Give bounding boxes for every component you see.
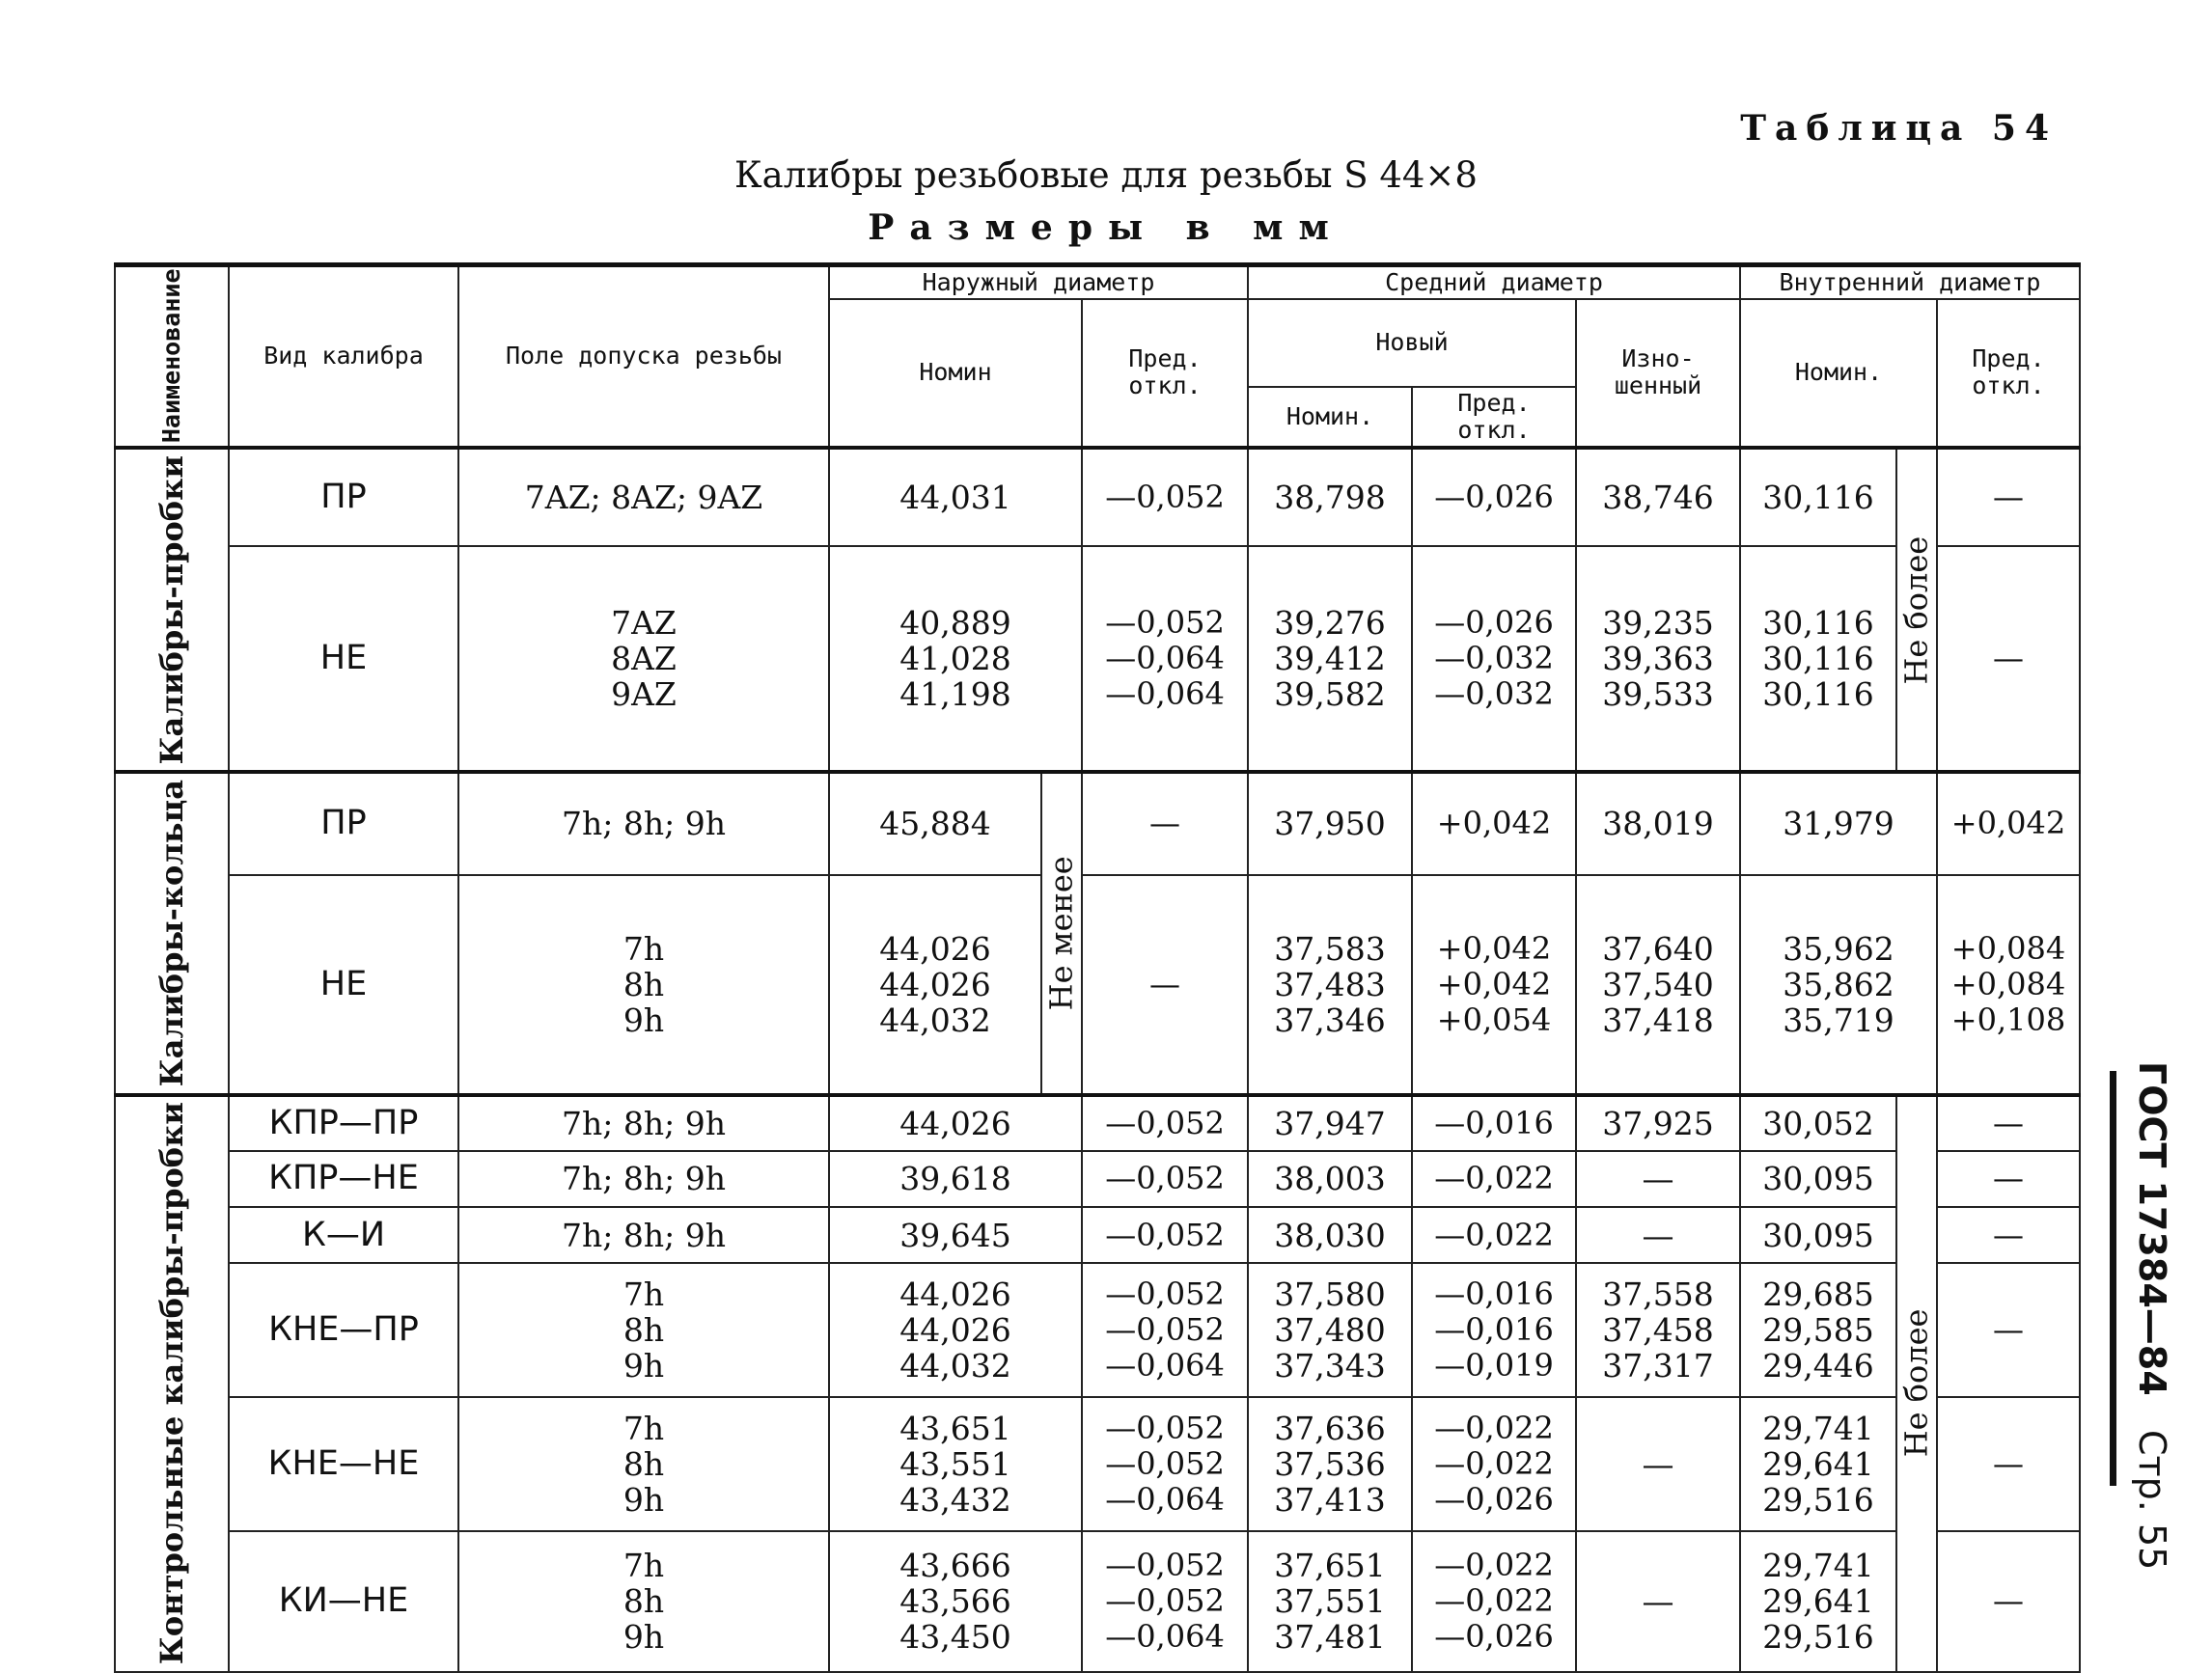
outer-deviation-cell: —0,052 —0,052 —0,064 xyxy=(1082,1263,1248,1397)
outer-deviation-cell: —0,052 —0,064 —0,064 xyxy=(1082,546,1248,772)
page-number: Стр. 55 xyxy=(2131,1429,2173,1571)
note-not-more: Не более xyxy=(1896,448,1937,773)
group-label: Калибры-пробки xyxy=(115,448,229,773)
kind-cell: ПР xyxy=(229,772,458,874)
col-header-tolerance-field: Поле допуска резьбы xyxy=(458,265,829,448)
outer-nominal-cell: 44,026 44,026 44,032 xyxy=(829,875,1041,1095)
kind-cell: ПР xyxy=(229,448,458,547)
table-caption: Калибры резьбовые для резьбы S 44×8 xyxy=(734,154,1478,196)
outer-nominal-cell: 44,026 44,026 44,032 xyxy=(829,1263,1082,1397)
col-header-name: Наименование xyxy=(115,265,229,448)
outer-nominal-cell: 43,666 43,566 43,450 xyxy=(829,1531,1082,1672)
middle-worn-cell: 37,925 xyxy=(1576,1095,1740,1151)
inner-nominal-cell: 35,962 35,862 35,719 xyxy=(1740,875,1937,1095)
col-header-worn: Изно-шенный xyxy=(1576,299,1740,448)
middle-worn-cell: 37,558 37,458 37,317 xyxy=(1576,1263,1740,1397)
col-header-middle-diameter: Средний диаметр xyxy=(1248,265,1740,300)
field-cell: 7h; 8h; 9h xyxy=(458,1095,829,1151)
middle-nominal-cell: 37,580 37,480 37,343 xyxy=(1248,1263,1412,1397)
middle-worn-cell: 39,235 39,363 39,533 xyxy=(1576,546,1740,772)
col-header-outer-diameter: Наружный диаметр xyxy=(829,265,1248,300)
middle-deviation-cell: —0,022 xyxy=(1412,1151,1576,1207)
inner-nominal-cell: 30,095 xyxy=(1740,1207,1896,1263)
table-row xyxy=(115,546,2080,772)
col-header-outer-nominal: Номин xyxy=(829,299,1082,448)
inner-nominal-cell: 30,116 xyxy=(1740,448,1896,547)
inner-deviation-cell: — xyxy=(1937,1263,2080,1397)
middle-nominal-cell: 38,798 xyxy=(1248,448,1412,547)
inner-deviation-cell: — xyxy=(1937,1207,2080,1263)
middle-deviation-cell: —0,022 xyxy=(1412,1207,1576,1263)
inner-deviation-cell: — xyxy=(1937,1531,2080,1672)
col-header-inner-diameter: Внутренний диаметр xyxy=(1740,265,2080,300)
middle-deviation-cell: —0,022 —0,022 —0,026 xyxy=(1412,1397,1576,1531)
outer-nominal-cell: 43,651 43,551 43,432 xyxy=(829,1397,1082,1531)
inner-deviation-cell: — xyxy=(1937,1151,2080,1207)
middle-deviation-cell: +0,042 +0,042 +0,054 xyxy=(1412,875,1576,1095)
inner-nominal-cell: 30,052 xyxy=(1740,1095,1896,1151)
outer-nominal-cell: 44,031 xyxy=(829,448,1082,547)
middle-nominal-cell: 38,003 xyxy=(1248,1151,1412,1207)
table-number: Таблица 54 xyxy=(1740,108,2058,149)
middle-worn-cell: 38,746 xyxy=(1576,448,1740,547)
outer-deviation-cell: —0,052 xyxy=(1082,448,1248,547)
kind-cell: КПР—ПР xyxy=(229,1095,458,1151)
field-cell: 7h; 8h; 9h xyxy=(458,1207,829,1263)
inner-nominal-cell: 29,685 29,585 29,446 xyxy=(1740,1263,1896,1397)
thread-gauges-table xyxy=(114,262,2081,1673)
middle-nominal-cell: 37,636 37,536 37,413 xyxy=(1248,1397,1412,1531)
group-label: Калибры-кольца xyxy=(115,772,229,1094)
table-row xyxy=(115,1151,2080,1207)
standard-number: ГОСТ 17384—84 xyxy=(2131,1061,2173,1396)
table-row xyxy=(115,1397,2080,1531)
field-cell: 7h; 8h; 9h xyxy=(458,1151,829,1207)
middle-deviation-cell: —0,026 xyxy=(1412,448,1576,547)
middle-worn-cell: — xyxy=(1576,1207,1740,1263)
field-cell: 7h 8h 9h xyxy=(458,1531,829,1672)
field-cell: 7AZ 8AZ 9AZ xyxy=(458,546,829,772)
col-header-new: Новый xyxy=(1248,299,1576,387)
outer-nominal-cell: 44,026 xyxy=(829,1095,1082,1151)
outer-deviation-cell: —0,052 xyxy=(1082,1151,1248,1207)
field-cell: 7h 8h 9h xyxy=(458,875,829,1095)
inner-deviation-cell: — xyxy=(1937,546,2080,772)
field-cell: 7h; 8h; 9h xyxy=(458,772,829,874)
outer-deviation-cell: — xyxy=(1082,875,1248,1095)
outer-deviation-cell: —0,052 xyxy=(1082,1207,1248,1263)
kind-cell: КИ—НЕ xyxy=(229,1531,458,1672)
outer-nominal-cell: 39,645 xyxy=(829,1207,1082,1263)
table-row xyxy=(115,772,2080,874)
field-cell: 7AZ; 8AZ; 9AZ xyxy=(458,448,829,547)
note-not-more: Не более xyxy=(1896,1095,1937,1672)
middle-worn-cell: — xyxy=(1576,1151,1740,1207)
middle-deviation-cell: +0,042 xyxy=(1412,772,1576,874)
field-cell: 7h 8h 9h xyxy=(458,1263,829,1397)
outer-nominal-cell: 45,884 xyxy=(829,772,1041,874)
table-row xyxy=(115,875,2080,1095)
units-note: Размеры в мм xyxy=(868,207,1344,248)
outer-deviation-cell: —0,052 xyxy=(1082,1095,1248,1151)
middle-worn-cell: 38,019 xyxy=(1576,772,1740,874)
group-control-plug-gauges xyxy=(115,1095,2080,1672)
middle-worn-cell: — xyxy=(1576,1397,1740,1531)
inner-deviation-cell: — xyxy=(1937,448,2080,547)
middle-worn-cell: — xyxy=(1576,1531,1740,1672)
middle-nominal-cell: 37,651 37,551 37,481 xyxy=(1248,1531,1412,1672)
col-header-middle-deviation: Пред. откл. xyxy=(1412,387,1576,448)
col-header-inner-deviation: Пред. откл. xyxy=(1937,299,2080,448)
inner-nominal-cell: 29,741 29,641 29,516 xyxy=(1740,1531,1896,1672)
outer-deviation-cell: —0,052 —0,052 —0,064 xyxy=(1082,1531,1248,1672)
group-label: Контрольные калибры-пробки xyxy=(115,1095,229,1672)
inner-nominal-cell: 31,979 xyxy=(1740,772,1937,874)
outer-deviation-cell: — xyxy=(1082,772,1248,874)
kind-cell: НЕ xyxy=(229,546,458,772)
page-footer-stamp xyxy=(2115,1061,2173,1571)
note-not-less: Не менее xyxy=(1041,772,1082,1094)
kind-cell: КПР—НЕ xyxy=(229,1151,458,1207)
inner-deviation-cell: +0,042 xyxy=(1937,772,2080,874)
middle-deviation-cell: —0,026 —0,032 —0,032 xyxy=(1412,546,1576,772)
middle-nominal-cell: 38,030 xyxy=(1248,1207,1412,1263)
kind-cell: КНЕ—НЕ xyxy=(229,1397,458,1531)
col-header-kind: Вид калибра xyxy=(229,265,458,448)
table-row xyxy=(115,1095,2080,1151)
field-cell: 7h 8h 9h xyxy=(458,1397,829,1531)
middle-worn-cell: 37,640 37,540 37,418 xyxy=(1576,875,1740,1095)
middle-deviation-cell: —0,022 —0,022 —0,026 xyxy=(1412,1531,1576,1672)
middle-nominal-cell: 37,950 xyxy=(1248,772,1412,874)
inner-deviation-cell: +0,084 +0,084 +0,108 xyxy=(1937,875,2080,1095)
col-header-outer-deviation: Пред. откл. xyxy=(1082,299,1248,448)
outer-nominal-cell: 40,889 41,028 41,198 xyxy=(829,546,1082,772)
kind-cell: КНЕ—ПР xyxy=(229,1263,458,1397)
outer-deviation-cell: —0,052 —0,052 —0,064 xyxy=(1082,1397,1248,1531)
kind-cell: К—И xyxy=(229,1207,458,1263)
outer-nominal-cell: 39,618 xyxy=(829,1151,1082,1207)
middle-nominal-cell: 37,947 xyxy=(1248,1095,1412,1151)
group-plug-gauges xyxy=(115,448,2080,773)
middle-deviation-cell: —0,016 —0,016 —0,019 xyxy=(1412,1263,1576,1397)
kind-cell: НЕ xyxy=(229,875,458,1095)
inner-deviation-cell: — xyxy=(1937,1397,2080,1531)
table-row xyxy=(115,1207,2080,1263)
table-row xyxy=(115,1263,2080,1397)
inner-nominal-cell: 30,095 xyxy=(1740,1151,1896,1207)
inner-nominal-cell: 29,741 29,641 29,516 xyxy=(1740,1397,1896,1531)
inner-nominal-cell: 30,116 30,116 30,116 xyxy=(1740,546,1896,772)
col-header-inner-nominal: Номин. xyxy=(1740,299,1937,448)
col-header-middle-nominal: Номин. xyxy=(1248,387,1412,448)
table-row xyxy=(115,1531,2080,1672)
inner-deviation-cell: — xyxy=(1937,1095,2080,1151)
table-row xyxy=(115,448,2080,547)
middle-nominal-cell: 37,583 37,483 37,346 xyxy=(1248,875,1412,1095)
middle-nominal-cell: 39,276 39,412 39,582 xyxy=(1248,546,1412,772)
group-ring-gauges xyxy=(115,772,2080,1094)
middle-deviation-cell: —0,016 xyxy=(1412,1095,1576,1151)
